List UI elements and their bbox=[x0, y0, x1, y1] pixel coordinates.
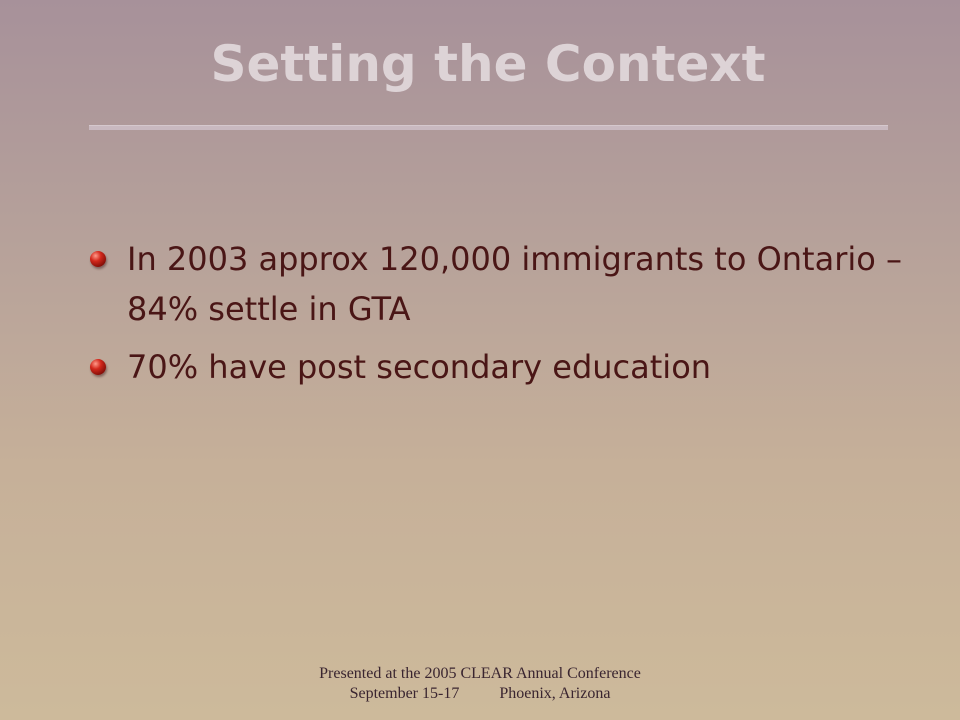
bullet-item bbox=[89, 234, 909, 334]
footer-date: September 15-17 bbox=[349, 685, 460, 702]
title-divider bbox=[89, 125, 888, 130]
bullet-text: In 2003 approx 120,000 immigrants to Ontario – 84% settle in GTA bbox=[127, 240, 902, 328]
footer-location: Phoenix, Arizona bbox=[499, 685, 611, 702]
red-sphere-bullet-icon bbox=[90, 359, 106, 375]
slide-title: Setting the Context bbox=[210, 35, 766, 93]
bullet-item bbox=[89, 342, 909, 392]
bullet-text: 70% have post secondary education bbox=[127, 348, 712, 386]
footer-details bbox=[0, 684, 960, 704]
red-sphere-bullet-icon bbox=[90, 251, 106, 267]
footer-conference: Presented at the 2005 CLEAR Annual Conference bbox=[319, 665, 641, 682]
bullet-list bbox=[89, 234, 909, 400]
